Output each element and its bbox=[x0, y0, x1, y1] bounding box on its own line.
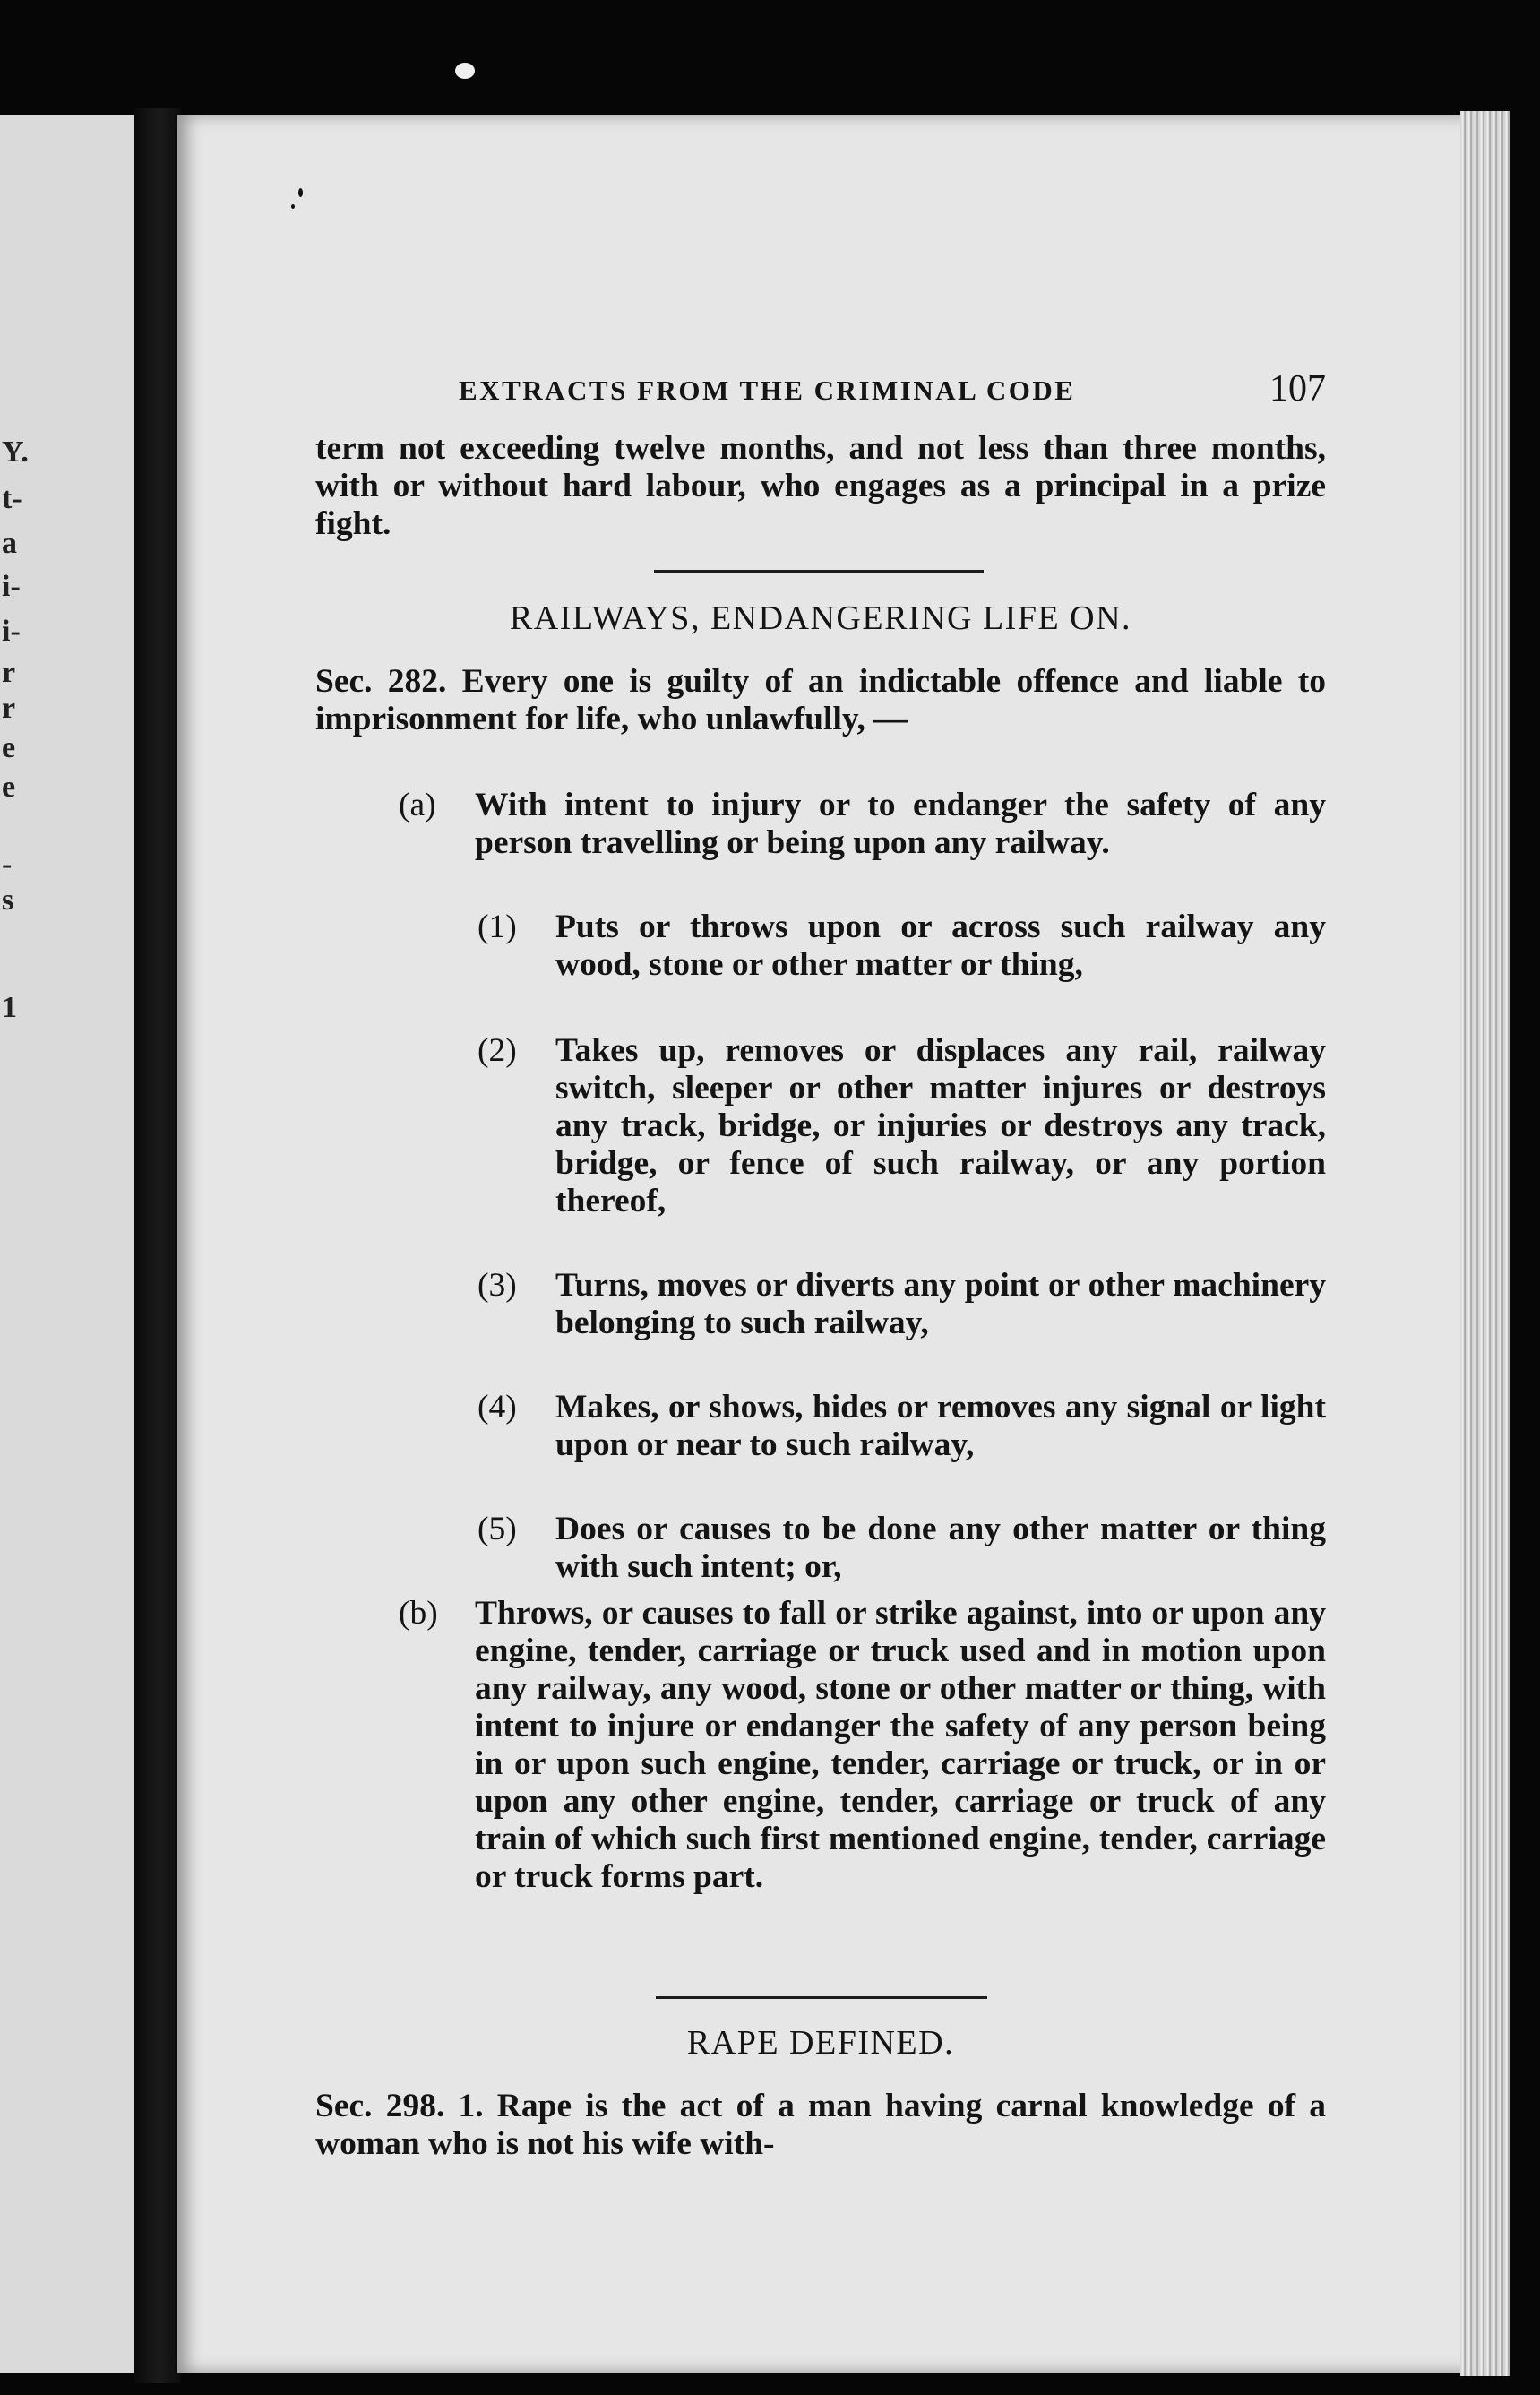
left-page bbox=[0, 115, 154, 2373]
clause-text: With intent to injury or to endanger the safety of any person travelling or being upon any railway. bbox=[475, 787, 1326, 861]
left-page-fragment: r bbox=[2, 656, 16, 689]
left-page-fragment: e bbox=[2, 731, 16, 764]
clause-text: Makes, or shows, hides or removes any signal or light upon or near to such railway, bbox=[555, 1389, 1326, 1463]
section-divider bbox=[654, 570, 984, 573]
scan-speck bbox=[298, 188, 303, 197]
section-intro-railways bbox=[315, 663, 1326, 738]
clause-item bbox=[399, 1595, 1326, 1896]
scan-speck bbox=[291, 204, 295, 209]
clause-text: Turns, moves or diverts any point or other machinery belonging to such railway, bbox=[555, 1267, 1326, 1341]
left-page-fragment: a bbox=[2, 527, 17, 560]
clause-marker: (4) bbox=[477, 1389, 517, 1426]
page-number: 107 bbox=[1269, 368, 1326, 409]
sub-clause-item bbox=[477, 1267, 1326, 1342]
clause-marker: (5) bbox=[477, 1511, 517, 1547]
section-heading-railways: RAILWAYS, ENDANGERING LIFE ON. bbox=[509, 599, 1132, 637]
sub-clause-item bbox=[477, 1032, 1326, 1220]
page-edges bbox=[1460, 111, 1510, 2376]
clause-marker: (1) bbox=[477, 909, 517, 945]
clause-text: Takes up, removes or displaces any rail, railway switch, sleeper or other matter injures or destroys any track, bridge, or injuries or destroys any track, bridge, or fence of such railway, or any portion thereof, bbox=[555, 1032, 1326, 1219]
left-page-fragment: r bbox=[2, 692, 16, 725]
sub-clause-item bbox=[477, 1389, 1326, 1464]
continuation-paragraph bbox=[315, 430, 1326, 543]
running-head: EXTRACTS FROM THE CRIMINAL CODE bbox=[459, 375, 1076, 406]
left-page-fragment: Y. bbox=[2, 435, 29, 469]
page-header bbox=[459, 366, 1326, 410]
book-spine-shadow bbox=[134, 108, 181, 2383]
section-intro-text: Sec. 282. Every one is guilty of an indictable offence and liable to imprisonment for life, who unlawfully, — bbox=[315, 663, 1326, 737]
left-page-fragment: t- bbox=[2, 482, 22, 515]
scan-speck bbox=[455, 63, 475, 79]
clause-marker: (b) bbox=[399, 1595, 438, 1632]
section-heading-rape-defined: RAPE DEFINED. bbox=[686, 2024, 955, 2062]
left-page-fragment: i- bbox=[2, 615, 21, 648]
clause-text: Puts or throws upon or across such railway any wood, stone or other matter or thing, bbox=[555, 909, 1326, 983]
clause-marker: (2) bbox=[477, 1032, 517, 1069]
sub-clause-item bbox=[477, 1511, 1326, 1586]
left-page-fragment: - bbox=[2, 848, 13, 881]
clause-text: Throws, or causes to fall or strike against, into or upon any engine, tender, carriage or truck used and in motion upon any railway, any wood, stone or other matter or thing, with intent to injure or endanger the safety of any person being in or upon such engine, tender, carriage or truck, or in or upon any other engine, tender, carriage or truck of any train of which such first mentioned engine, tender, carriage or truck forms part. bbox=[475, 1595, 1326, 1895]
clause-marker: (a) bbox=[399, 787, 436, 823]
section-divider bbox=[656, 1996, 987, 1999]
paragraph-text: term not exceeding twelve months, and not less than three months, with or without hard labour, who engages as a principal in a prize fight. bbox=[315, 430, 1326, 542]
clause-marker: (3) bbox=[477, 1267, 517, 1304]
left-page-fragment: s bbox=[2, 883, 14, 917]
left-page-fragment: i- bbox=[2, 570, 21, 603]
left-page-fragment: 1 bbox=[2, 991, 17, 1024]
clause-item bbox=[399, 787, 1326, 862]
clause-text: Does or causes to be done any other matter or thing with such intent; or, bbox=[555, 1511, 1326, 1585]
section-intro-text: Sec. 298. 1. Rape is the act of a man having carnal knowledge of a woman who is not his wife with- bbox=[315, 2088, 1326, 2162]
section-intro-rape-defined bbox=[315, 2088, 1326, 2163]
left-page-fragment: e bbox=[2, 771, 16, 804]
sub-clause-item bbox=[477, 909, 1326, 984]
